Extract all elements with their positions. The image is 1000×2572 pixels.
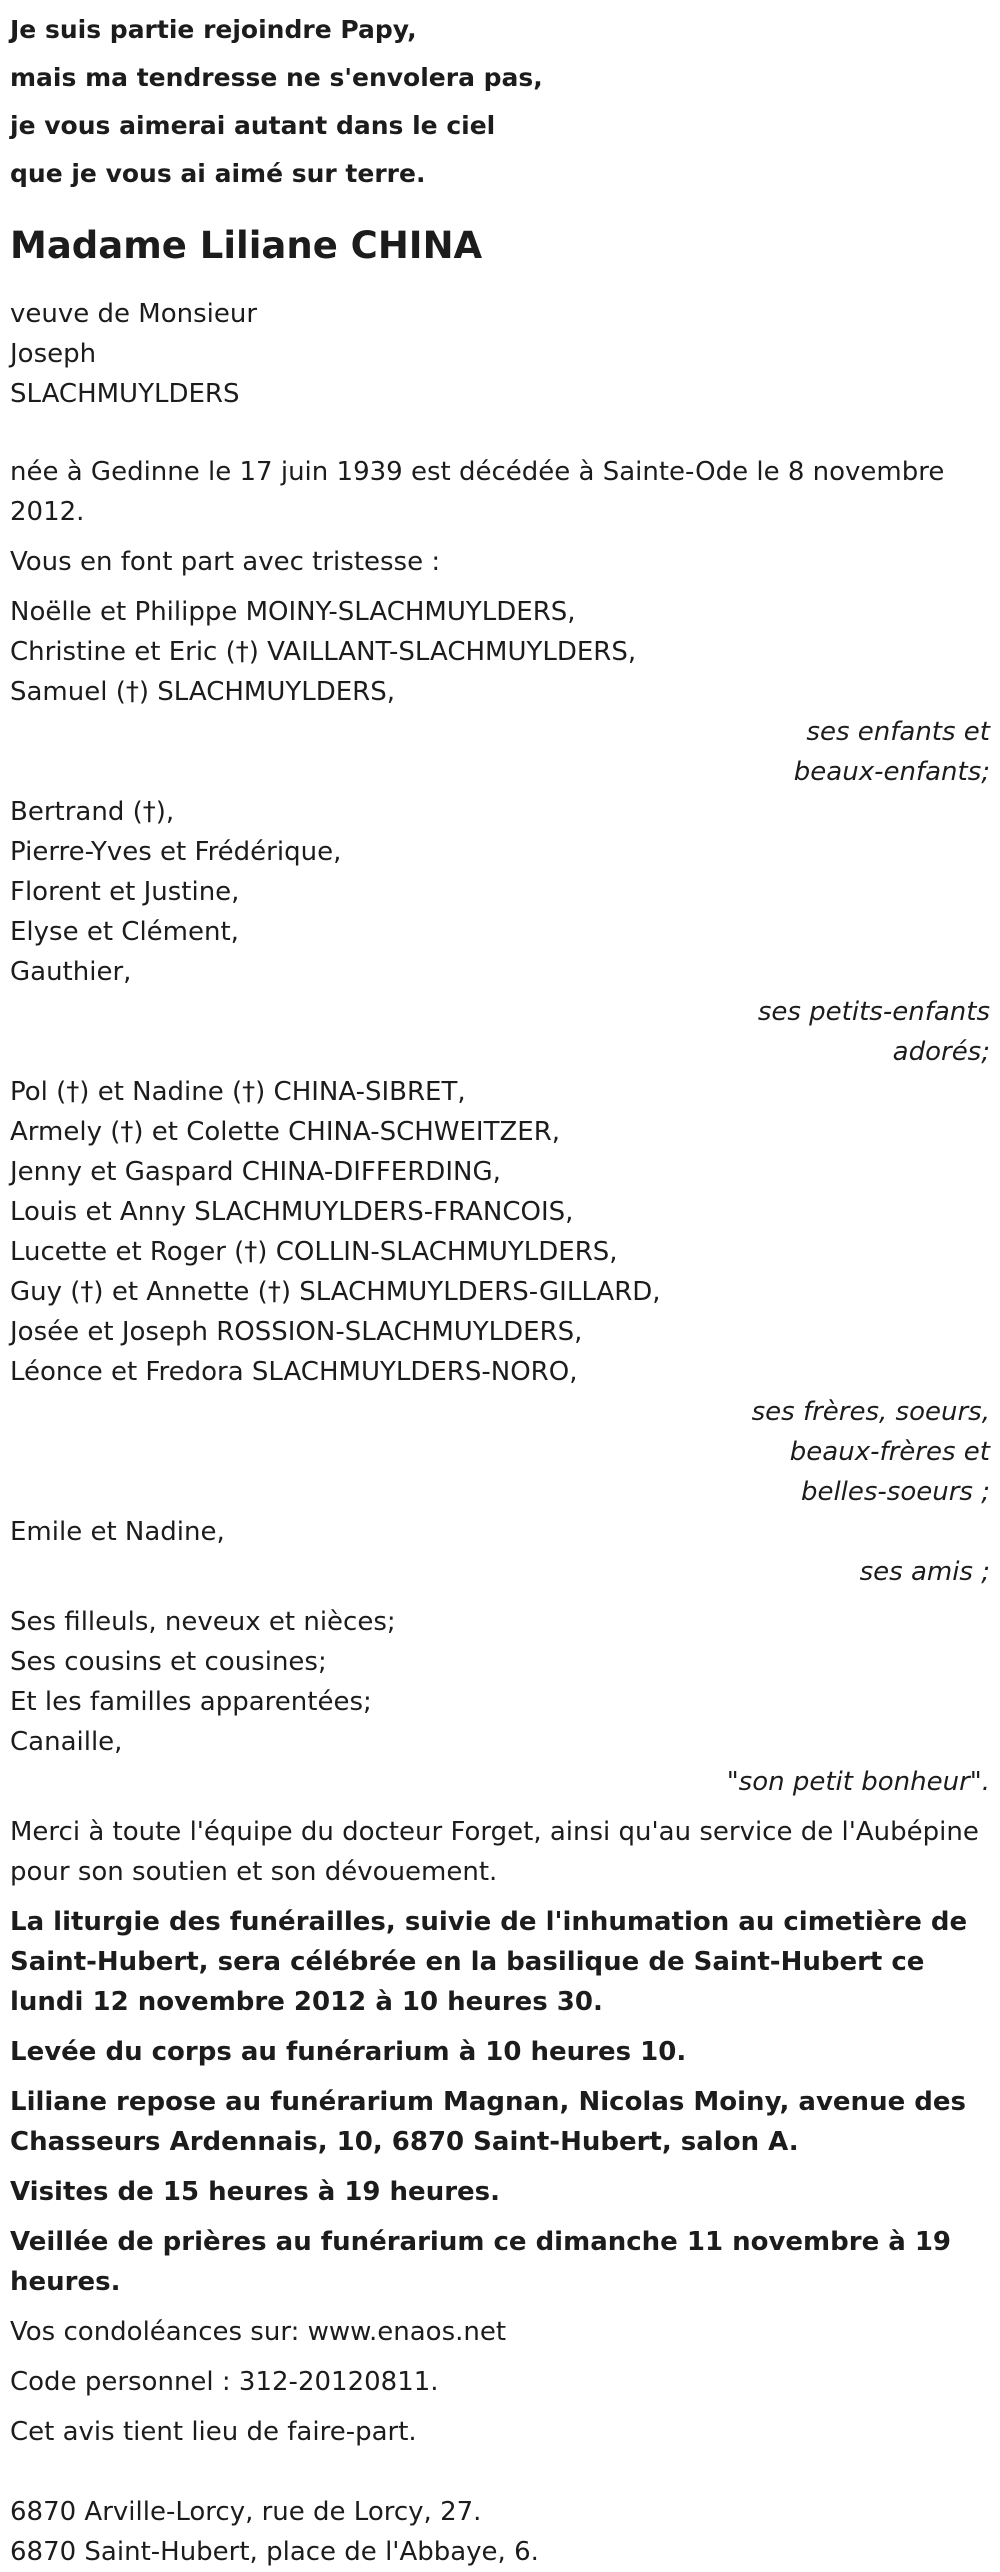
relation-label: beaux-frères et	[789, 1437, 990, 1467]
list-item: Pierre-Yves et Frédérique,	[10, 837, 342, 867]
friends-list	[10, 1512, 990, 1592]
list-item: Léonce et Fredora SLACHMUYLDERS-NORO,	[10, 1357, 578, 1387]
poem-line: Je suis partie rejoindre Papy,	[10, 15, 417, 44]
children-list	[10, 592, 990, 792]
list-item: Christine et Eric (†) VAILLANT-SLACHMUYLDERS,	[10, 637, 637, 667]
relation-label: "son petit bonheur".	[726, 1767, 990, 1797]
widow-line: SLACHMUYLDERS	[10, 379, 240, 409]
list-item: Emile et Nadine,	[10, 1517, 225, 1547]
list-item: Louis et Anny SLACHMUYLDERS-FRANCOIS,	[10, 1197, 574, 1227]
repose-text: Liliane repose au funérarium Magnan, Nicolas Moiny, avenue des Chasseurs Ardennais, 10, 6870 Saint-Hubert, salon A.	[10, 2087, 966, 2157]
obituary-notice	[10, 6, 990, 2572]
addresses	[10, 2492, 990, 2572]
thanks-text: Merci à toute l'équipe du docteur Forget, ainsi qu'au service de l'Aubépine pour son soutien et son dévouement.	[10, 1817, 979, 1887]
relation-label: ses enfants et	[806, 717, 990, 747]
address-line: 6870 Saint-Hubert, place de l'Abbaye, 6.	[10, 2537, 539, 2567]
list-item: Ses filleuls, neveux et nièces;	[10, 1607, 396, 1637]
faire-part-text: Cet avis tient lieu de faire-part.	[10, 2417, 417, 2447]
poem	[10, 6, 990, 198]
siblings-list	[10, 1072, 990, 1512]
list-item: Gauthier,	[10, 957, 132, 987]
levee-text: Levée du corps au funérarium à 10 heures 10.	[10, 2037, 687, 2067]
list-item: Samuel (†) SLACHMUYLDERS,	[10, 677, 396, 707]
grandchildren-list	[10, 792, 990, 1072]
widow-line: Joseph	[10, 339, 97, 369]
list-item: Florent et Justine,	[10, 877, 240, 907]
poem-line: mais ma tendresse ne s'envolera pas,	[10, 63, 543, 92]
liturgy-text: La liturgie des funérailles, suivie de l'inhumation au cimetière de Saint-Hubert, sera célébrée en la basilique de Saint-Hubert ce lundi 12 novembre 2012 à 10 heures 30.	[10, 1907, 968, 2017]
personal-code: Code personnel : 312-20120811.	[10, 2367, 439, 2397]
relation-label: beaux-enfants;	[793, 757, 990, 787]
list-item: Et les familles apparentées;	[10, 1687, 372, 1717]
list-item: Ses cousins et cousines;	[10, 1647, 327, 1677]
widow-line: veuve de Monsieur	[10, 299, 258, 329]
relation-label: adorés;	[892, 1037, 990, 1067]
list-item: Noëlle et Philippe MOINY-SLACHMUYLDERS,	[10, 597, 576, 627]
birth-death: née à Gedinne le 17 juin 1939 est décédée à Sainte-Ode le 8 novembre 2012.	[10, 457, 945, 527]
relation-label: ses frères, soeurs,	[751, 1397, 990, 1427]
widow-of	[10, 294, 990, 414]
list-item: Guy (†) et Annette (†) SLACHMUYLDERS-GILLARD,	[10, 1277, 661, 1307]
list-item: Jenny et Gaspard CHINA-DIFFERDING,	[10, 1157, 501, 1187]
relation-label: ses petits-enfants	[757, 997, 990, 1027]
list-item: Armely (†) et Colette CHINA-SCHWEITZER,	[10, 1117, 561, 1147]
relation-label: belles-soeurs ;	[800, 1477, 990, 1507]
poem-line: que je vous ai aimé sur terre.	[10, 159, 426, 188]
condolences-text: Vos condoléances sur: www.enaos.net	[10, 2317, 507, 2347]
vigil-text: Veillée de prières au funérarium ce dimanche 11 novembre à 19 heures.	[10, 2227, 952, 2297]
announcement: Vous en font part avec tristesse :	[10, 547, 441, 577]
list-item: Canaille,	[10, 1727, 123, 1757]
list-item: Lucette et Roger (†) COLLIN-SLACHMUYLDERS,	[10, 1237, 618, 1267]
address-line: 6870 Arville-Lorcy, rue de Lorcy, 27.	[10, 2497, 482, 2527]
relation-label: ses amis ;	[859, 1557, 990, 1587]
poem-line: je vous aimerai autant dans le ciel	[10, 111, 496, 140]
visits-text: Visites de 15 heures à 19 heures.	[10, 2177, 501, 2207]
list-item: Bertrand (†),	[10, 797, 175, 827]
list-item: Elyse et Clément,	[10, 917, 239, 947]
deceased-name: Madame Liliane CHINA	[10, 224, 483, 267]
others-list	[10, 1602, 990, 1802]
list-item: Josée et Joseph ROSSION-SLACHMUYLDERS,	[10, 1317, 583, 1347]
list-item: Pol (†) et Nadine (†) CHINA-SIBRET,	[10, 1077, 466, 1107]
